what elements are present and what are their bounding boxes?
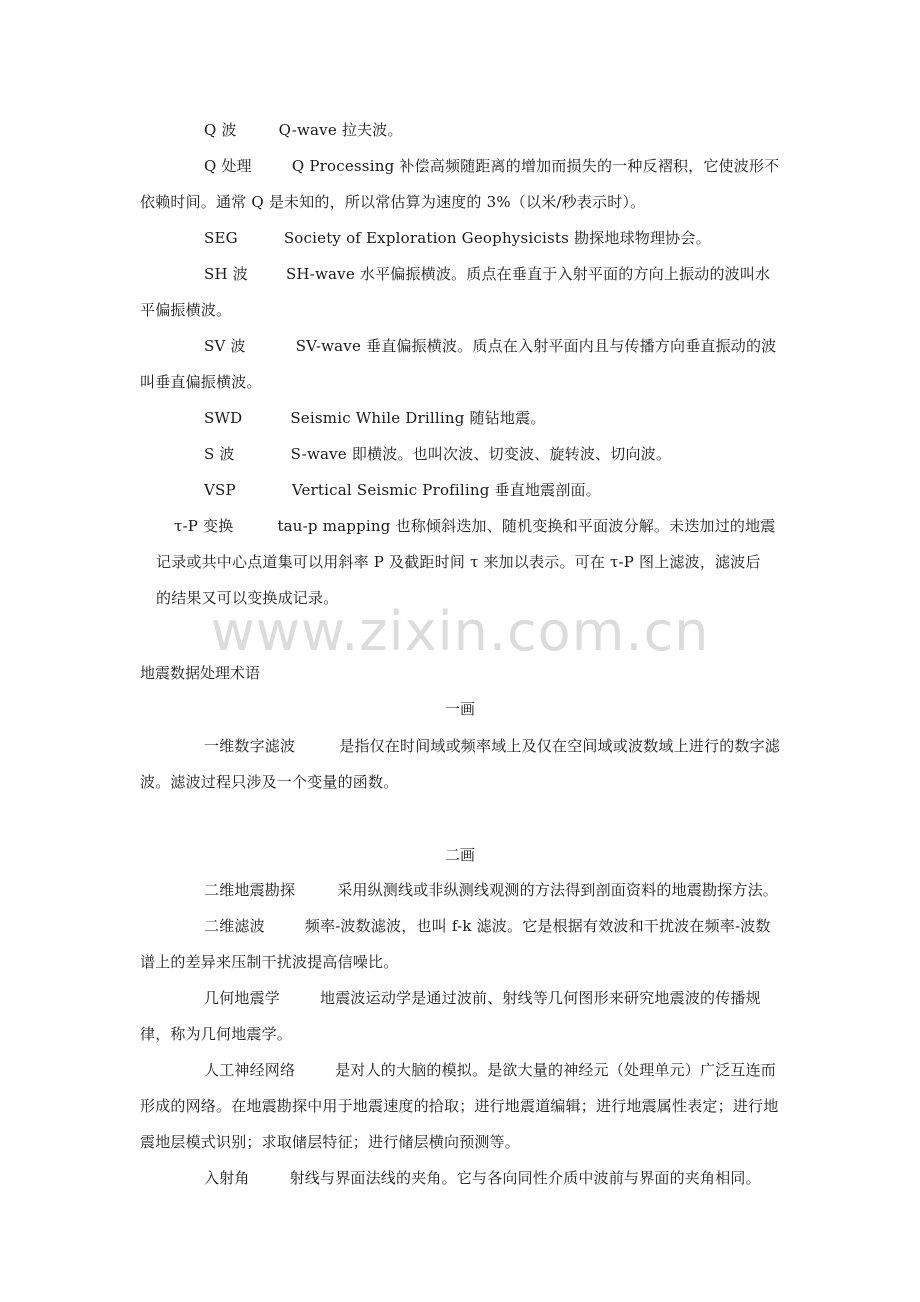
entry-en: tau-p mapping [277,517,391,535]
entry-term: Q 处理 [204,157,252,175]
entry-vsp [140,472,785,508]
entry-term: Q 波 [204,121,237,139]
tau-line-1 [156,508,796,544]
group-title-1: 一画 [444,700,475,718]
entry-text: 即横波。也叫次波、切变波、旋转波、切向波。 [346,445,672,463]
entry-en: SV-wave [295,337,362,355]
entry-en: Vertical Seismic Profiling [291,481,490,499]
entry-s-wave [140,436,785,472]
entry-text: 水平偏振横波。质点在垂直于入射平面的方向上振动的波叫水平偏振横波。 [140,265,771,319]
entry-text: 随钻地震。 [464,409,546,427]
entry-seg [140,220,785,256]
entry-text: 频率-波数滤波，也叫 f-k 滤波。它是根据有效波和干扰波在频率-波数谱上的差异来压制干扰波提高信噪比。 [140,917,771,971]
entry-q-wave [140,112,785,148]
tau-line-3: 的结果又可以变换成记录。 [156,589,339,607]
entry-en: SH-wave [285,265,355,283]
entry-en: S-wave [290,445,347,463]
section-title: 地震数据处理术语 [140,664,261,682]
entry-en: Seismic While Drilling [290,409,465,427]
entry-text: 是指仅在时间域或频率域上及仅在空间域或波数域上进行的数字滤波。滤波过程只涉及一个变量的函数。 [140,737,781,791]
entry-term: VSP [204,481,236,499]
entry-en: Q-wave [278,121,337,139]
entry-term: SWD [204,409,243,427]
entry-term: SEG [204,229,238,247]
group-title-2: 二画 [444,846,475,864]
entry-term: 一维数字滤波 [204,737,296,755]
entry-swd [140,400,785,436]
entry-term: SV 波 [204,337,246,355]
entry-term: τ-P 变换 [174,517,234,535]
entry-geometric-seismology [140,980,785,1052]
entry-sh-wave [140,256,785,328]
entry-text: 垂直偏振横波。质点在入射平面内且与传播方向垂直振动的波叫垂直偏振横波。 [140,337,777,391]
entry-term: S 波 [204,445,235,463]
entry-1d-filter [140,728,785,800]
entry-text: 是对人的大脑的模拟。是欲大量的神经元（处理单元）广泛互连而形成的网络。在地震勘探中用于地震速度的拾取；进行地震道编辑；进行地震属性表定；进行地震地层模式识别；求取储层特征；进行储层横向预测等。 [140,1061,779,1151]
entry-term: 人工神经网络 [204,1061,296,1079]
entry-term: 二维地震勘探 [204,881,296,899]
entry-text: 也称倾斜迭加、随机变换和平面波分解。未迭加过的地震 [390,517,776,535]
entry-text: 采用纵测线或非纵测线观测的方法得到剖面资料的地震勘探方法。 [337,881,779,899]
entry-q-processing [140,148,785,220]
entry-en: Q Processing [291,157,395,175]
entry-term: 入射角 [204,1169,250,1187]
entry-term: 二维滤波 [204,917,265,935]
entry-sv-wave [140,328,785,400]
watermark: www.zixin.com.cn [210,600,710,663]
entry-term: 几何地震学 [204,989,281,1007]
entry-ann [140,1052,785,1160]
entry-text: 垂直地震剖面。 [489,481,601,499]
entry-incidence-angle [140,1160,785,1196]
entry-text: 拉夫波。 [336,121,403,139]
entry-text: 地震波运动学是通过波前、射线等几何图形来研究地震波的传播规律，称为几何地震学。 [140,989,761,1043]
entry-term: SH 波 [204,265,248,283]
entry-2d-survey [140,872,785,908]
entry-text: 射线与界面法线的夹角。它与各向同性介质中波前与界面的夹角相同。 [289,1169,761,1187]
entry-2d-filter [140,908,785,980]
tau-line-2: 记录或共中心点道集可以用斜率 P 及截距时间 τ 来加以表示。可在 τ-P 图上滤波，滤波后 [156,553,761,571]
entry-en: Society of Exploration Geophysicists [283,229,569,247]
entry-text: 补偿高频随距离的增加而损失的一种反褶积，它使波形不依赖时间。通常 Q 是未知的，所以常估算为速度的 3%（以米/秒表示时）。 [140,157,780,211]
entry-text: 勘探地球物理协会。 [569,229,711,247]
